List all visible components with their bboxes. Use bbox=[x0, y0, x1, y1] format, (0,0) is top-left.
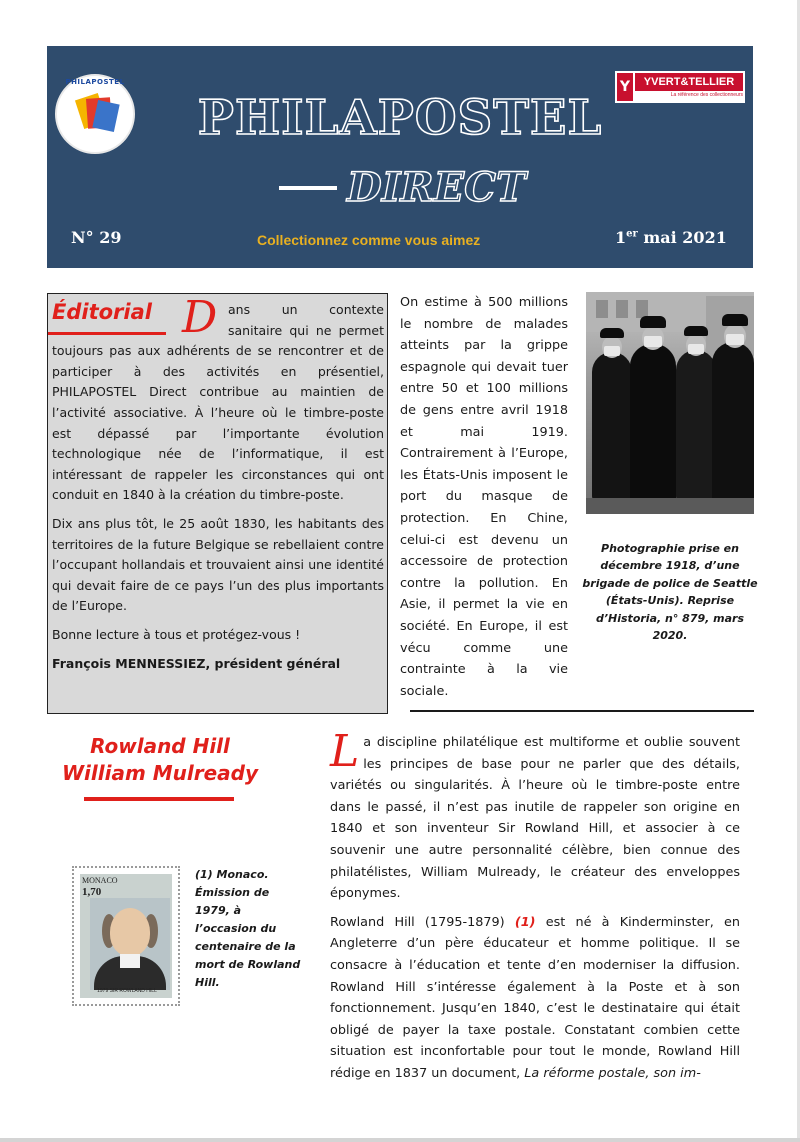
yvert-tellier-mark-icon: Y bbox=[617, 73, 633, 101]
partner-tagline: La référence des collectionneurs bbox=[670, 92, 743, 98]
article-dropcap: L bbox=[330, 726, 360, 777]
newsletter-title: PHILAPOSTEL bbox=[197, 90, 603, 146]
page-edge-bottom bbox=[0, 1138, 800, 1142]
rowland-hill-portrait bbox=[110, 908, 150, 956]
issue-number: N° 29 bbox=[71, 228, 122, 247]
article-paragraph-1: La discipline philatélique est multiforme et oublie souvent les principes de base pour ne parler que des détails, variétés ou singularités. À l’heure où le timbre-poste entre dans le passé, il n’est pas inutile de rappeler son origine en 1840 et son inventeur Sir Rowland Hill, et associer à ce souvenir une autre personnalité célèbre, bien connue des philatélistes, William Mulready, le créateur des enveloppes éponymes. bbox=[330, 726, 740, 902]
stamp-country: MONACO bbox=[82, 876, 118, 885]
stamp-caption: (1) Monaco. Émission de 1979, à l’occasion du centenaire de la mort de Rowland Hill. bbox=[195, 868, 301, 989]
editorial-text bbox=[52, 300, 384, 682]
masthead bbox=[47, 46, 753, 268]
editorial-paragraph-3: Bonne lecture à tous et protégez-vous ! bbox=[52, 626, 301, 642]
issue-date: 1er mai 2021 bbox=[615, 228, 727, 247]
editorial-paragraph-2: Dix ans plus tôt, le 25 août 1830, les habitants des territoires de la future Belgique se rebellaient contre l’occupant hollandais et trouvaient ainsi une identité qui devait faire de ce pays l’un des plus importants de l’Europe. bbox=[52, 515, 384, 614]
editorial-signature: François MENNESSIEZ, président général bbox=[52, 655, 341, 671]
slogan: Collectionnez comme vous aimez bbox=[257, 232, 481, 248]
logo-text: PHILAPOSTEL bbox=[65, 78, 125, 86]
rowland-hill-article bbox=[330, 726, 740, 1092]
stamp-inscription: 1979 SIR ROWLAND HILL bbox=[97, 988, 157, 994]
article-paragraph-2: Rowland Hill (1795-1879) (1) est né à Kinderminster, en Angleterre d’un père éducateur et homme politique. Il se consacre à l’éducation et tente d’en moderniser la diffusion. Rowland Hill s’intéresse également à la Poste et à son fonctionnement. Jusqu’en 1840, c’est le destinataire qui était obligé de payer la taxe postale. Constatant combien cette situation est inconfortable pour tout le monde, Rowland Hill rédige en 1837 un document, La réforme postale, son im- bbox=[330, 914, 740, 1081]
police-brigade-photo bbox=[586, 292, 754, 514]
section-divider bbox=[410, 710, 754, 712]
heading-line-1: Rowland Hill bbox=[90, 734, 230, 758]
flu-article-text: On estime à 500 millions le nombre de malades atteints par la grippe espagnole qui devait tuer entre 50 et 100 millions de gens entre avril 1918 et mai 1919. Contrairement à l’Europe, les États-Unis imposent le port du masque de protection. En Chine, celui-ci est devenu un accessoire de protection contre la pollution. En Asie, il permet la vie en société. En Europe, il est vécu comme une contrainte à la vie sociale. bbox=[400, 295, 568, 699]
subtitle-dash bbox=[279, 186, 337, 190]
footnote-ref: (1) bbox=[514, 914, 536, 930]
editorial-paragraph-1: ans un contexte sanitaire qui ne permet toujours pas aux adhérents de se rencontrer et de participer à des activités en présentiel, PHILAPOSTEL Direct contribue au maintien de l’activité associative. À l’heure où le timbre-poste est dépassé par l’importante évolution technologique née de l’informatique, il est intéressant de rappeler les circonstances qui ont conduit en 1840 à la création du timbre-poste. bbox=[52, 302, 384, 503]
editorial-dropcap: D bbox=[182, 292, 218, 343]
editorial-title: Éditorial bbox=[52, 300, 152, 324]
heading-underline bbox=[84, 797, 234, 801]
photo-caption: Photographie prise en décembre 1918, d’une brigade de police de Seattle (États-Unis). Reprise d’Historia, n° 879, mars 2020. bbox=[582, 542, 758, 643]
editorial-box bbox=[47, 293, 388, 714]
partner-name: YVERT&TELLIER bbox=[635, 73, 743, 91]
heading-line-2: William Mulready bbox=[61, 761, 259, 785]
newsletter-subtitle: DIRECT bbox=[347, 164, 526, 211]
monaco-stamp-image bbox=[72, 866, 180, 1006]
rowland-hill-heading bbox=[40, 733, 280, 787]
stamp-value: 1,70 bbox=[82, 886, 102, 898]
